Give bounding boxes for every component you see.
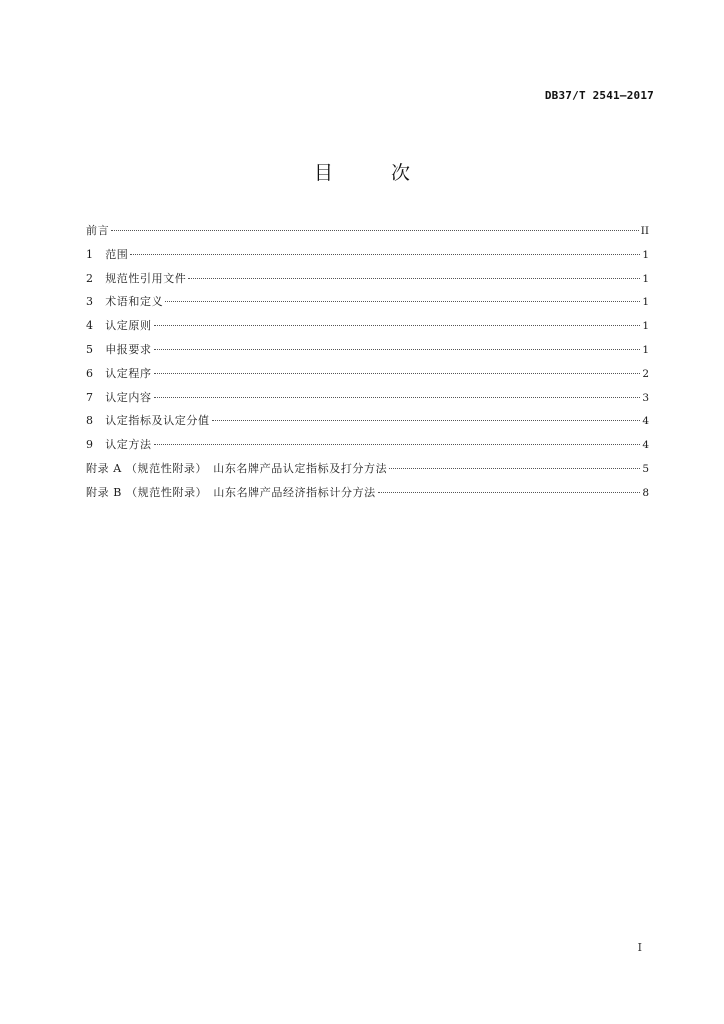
toc-entry-page: 1 (642, 343, 649, 356)
toc-entry-methods[interactable] (86, 433, 649, 457)
toc-entry-text: 6 认定程序 (86, 366, 152, 380)
toc-leader-dots (154, 373, 641, 374)
table-of-contents (86, 219, 649, 505)
page-number: I (637, 941, 642, 954)
toc-leader-dots (165, 301, 640, 302)
toc-entry-page: 4 (642, 439, 649, 452)
toc-entry-page: 5 (642, 462, 649, 475)
toc-entry-page: 4 (642, 415, 649, 428)
toc-entry-content[interactable] (86, 386, 649, 410)
document-code: DB37/T 2541—2017 (544, 89, 654, 102)
toc-entry-principles[interactable] (86, 314, 649, 338)
toc-entry-page: 1 (642, 296, 649, 309)
toc-leader-dots (130, 254, 640, 255)
toc-leader-dots (378, 492, 641, 493)
toc-leader-dots (389, 468, 640, 469)
toc-entry-text: 附录 B （规范性附录） 山东名牌产品经济指标计分方法 (86, 485, 376, 499)
toc-entry-page: 8 (642, 486, 649, 499)
toc-leader-dots (154, 325, 641, 326)
toc-entry-page: 1 (642, 248, 649, 261)
toc-entry-page: 1 (642, 272, 649, 285)
toc-entry-foreword[interactable] (86, 219, 649, 243)
toc-entry-appendix-a[interactable] (86, 457, 649, 481)
toc-leader-dots (188, 278, 640, 279)
toc-entry-text: 3 术语和定义 (86, 295, 164, 309)
toc-title: 目 次 (313, 162, 437, 184)
toc-entry-text: 1 范围 (86, 247, 129, 261)
toc-entry-text: 9 认定方法 (86, 438, 152, 452)
toc-entry-terms-definitions[interactable] (86, 290, 649, 314)
toc-entry-normative-references[interactable] (86, 267, 649, 291)
toc-entry-page: 1 (642, 320, 649, 333)
toc-entry-appendix-b[interactable] (86, 481, 649, 505)
toc-entry-scope[interactable] (86, 243, 649, 267)
toc-leader-dots (212, 420, 641, 421)
toc-entry-page: 3 (642, 391, 649, 404)
toc-leader-dots (154, 444, 641, 445)
toc-entry-indicators-scores[interactable] (86, 409, 649, 433)
toc-entry-text: 附录 A （规范性附录） 山东名牌产品认定指标及打分方法 (86, 461, 388, 475)
toc-entry-page: 2 (642, 367, 649, 380)
toc-entry-text: 2 规范性引用文件 (86, 271, 187, 285)
toc-entry-text: 7 认定内容 (86, 390, 152, 404)
toc-entry-procedure[interactable] (86, 362, 649, 386)
toc-leader-dots (111, 230, 639, 231)
toc-entry-text: 前言 (86, 224, 110, 237)
toc-entry-text: 8 认定指标及认定分值 (86, 414, 210, 428)
toc-leader-dots (154, 397, 641, 398)
toc-leader-dots (154, 349, 641, 350)
toc-entry-text: 4 认定原则 (86, 319, 152, 333)
toc-entry-text: 5 申报要求 (86, 342, 152, 356)
toc-entry-page: II (640, 225, 649, 237)
toc-entry-application-requirements[interactable] (86, 338, 649, 362)
